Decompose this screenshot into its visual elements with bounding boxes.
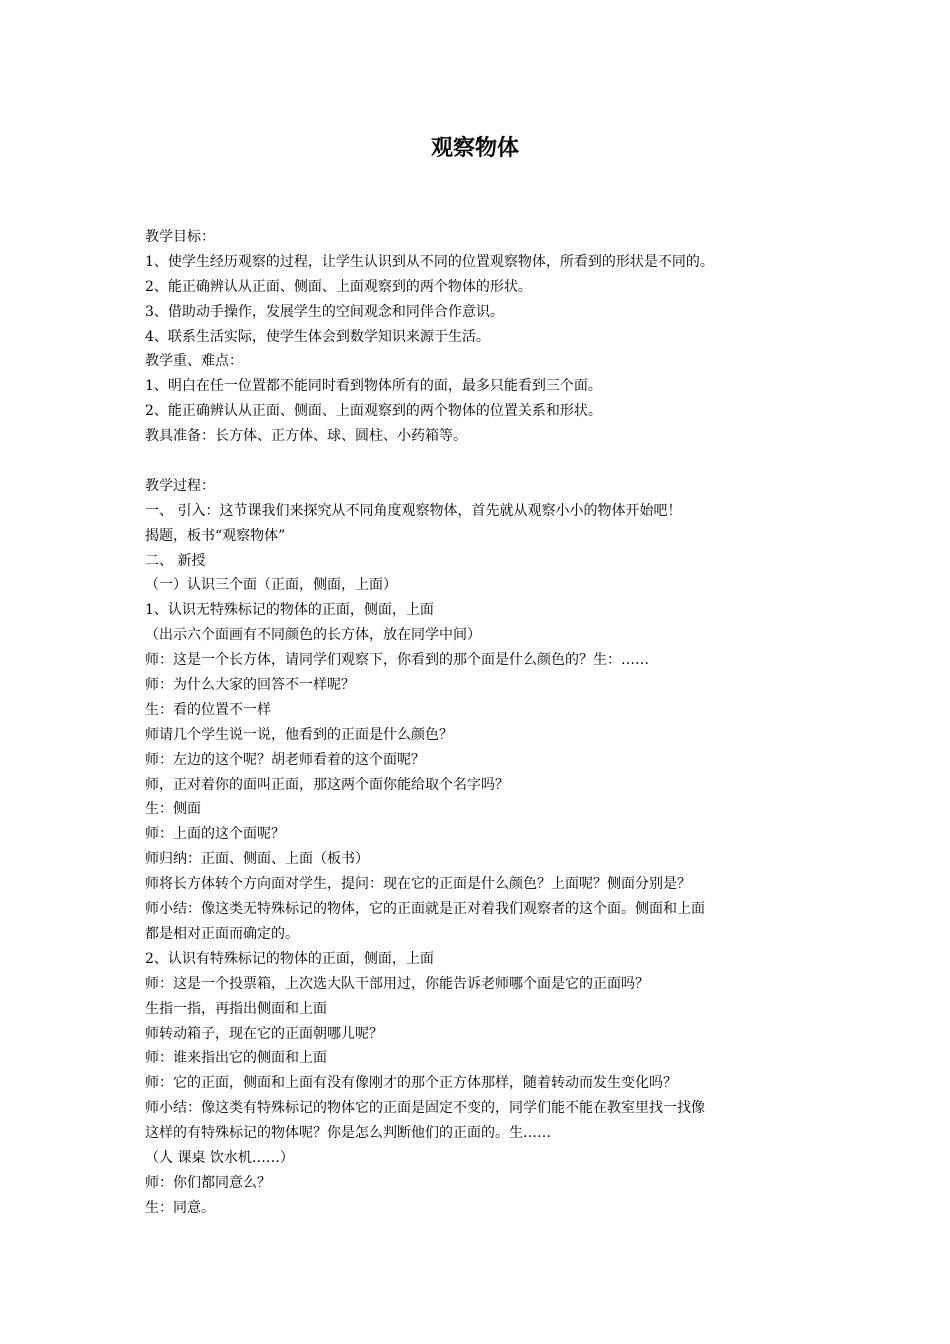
text-line: 师：它的正面，侧面和上面有没有像刚才的那个正方体那样，随着转动而发生变化吗？ xyxy=(145,1075,677,1092)
text-line: 师：左边的这个呢？胡老师看着的这个面呢？ xyxy=(145,751,425,768)
text-line: 生：同意。 xyxy=(145,1199,215,1216)
text-line: 师归纳：正面、侧面、上面（板书） xyxy=(145,851,369,868)
text-line: 生：看的位置不一样 xyxy=(145,701,271,718)
text-line: 揭题，板书“观察物体” xyxy=(145,527,286,544)
text-line: 教学过程： xyxy=(145,477,215,494)
text-line: 师：这是一个长方体，请同学们观察下，你看到的那个面是什么颜色的？生：…… xyxy=(145,652,649,669)
text-line: 生：侧面 xyxy=(145,801,201,818)
text-line: 师，正对着你的面叫正面，那这两个面你能给取个名字吗？ xyxy=(145,776,509,793)
text-line: 师转动箱子，现在它的正面朝哪儿呢？ xyxy=(145,1025,383,1042)
text-line: 生指一指，再指出侧面和上面 xyxy=(145,1000,327,1017)
text-line: （一）认识三个面（正面，侧面，上面） xyxy=(145,577,397,594)
text-line: 师小结：像这类有特殊标记的物体它的正面是固定不变的，同学们能不能在教室里找一找像 xyxy=(145,1100,705,1117)
document-body xyxy=(145,225,815,1221)
blank-line xyxy=(145,449,815,474)
text-line: 教具准备：长方体、正方体、球、圆柱、小药箱等。 xyxy=(145,428,467,445)
text-line: 教学重、难点： xyxy=(145,353,243,370)
text-line: 2、认识有特殊标记的物体的正面，侧面，上面 xyxy=(145,950,434,967)
text-line: 4、联系生活实际，使学生体会到数学知识来源于生活。 xyxy=(145,328,490,345)
text-line: 1、明白在任一位置都不能同时看到物体所有的面，最多只能看到三个面。 xyxy=(145,378,602,395)
text-line: 1、认识无特殊标记的物体的正面，侧面，上面 xyxy=(145,602,434,619)
text-line: 师请几个学生说一说，他看到的正面是什么颜色？ xyxy=(145,726,453,743)
text-line: 二、 新授 xyxy=(145,552,206,569)
text-line: 师小结：像这类无特殊标记的物体，它的正面就是正对着我们观察者的这个面。侧面和上面 xyxy=(145,901,705,918)
text-line: （出示六个面画有不同颜色的长方体，放在同学中间） xyxy=(145,627,481,644)
text-line: 教学目标： xyxy=(145,229,215,245)
text-line: 师：上面的这个面呢？ xyxy=(145,826,285,843)
text-line: 都是相对正面而确定的。 xyxy=(145,925,299,942)
text-line: （人 课桌 饮水机……） xyxy=(145,1149,294,1166)
text-line: 师：为什么大家的回答不一样呢？ xyxy=(145,677,355,694)
text-line: 师将长方体转个方向面对学生，提问：现在它的正面是什么颜色？上面呢？侧面分别是？ xyxy=(145,876,691,893)
text-line: 师：谁来指出它的侧面和上面 xyxy=(145,1050,327,1067)
document-title: 观察物体 xyxy=(430,136,519,161)
text-line: 1、使学生经历观察的过程，让学生认识到从不同的位置观察物体，所看到的形状是不同的。 xyxy=(145,253,714,270)
text-line: 一、 引入：这节课我们来探究从不同角度观察物体，首先就从观察小小的物体开始吧！ xyxy=(145,502,682,519)
text-line: 2、能正确辨认从正面、侧面、上面观察到的两个物体的形状。 xyxy=(145,278,532,295)
text-line: 师：你们都同意么？ xyxy=(145,1174,271,1191)
text-line: 2、能正确辨认从正面、侧面、上面观察到的两个物体的位置关系和形状。 xyxy=(145,403,602,420)
text-line: 3、借助动手操作，发展学生的空间观念和同伴合作意识。 xyxy=(145,303,504,320)
text-line: 这样的有特殊标记的物体呢？你是怎么判断他们的正面的。生…… xyxy=(145,1125,551,1142)
text-line: 师：这是一个投票箱，上次选大队干部用过，你能告诉老师哪个面是它的正面吗？ xyxy=(145,975,649,992)
